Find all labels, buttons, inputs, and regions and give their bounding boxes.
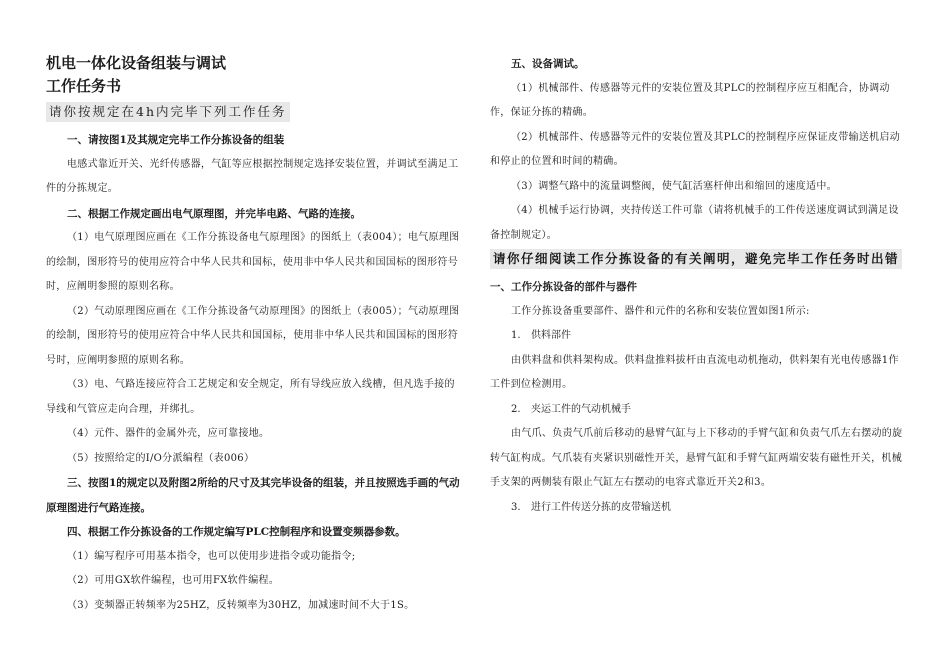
component-item: [490, 324, 904, 349]
paragraph: （4）元件、器件的金属外壳，应可靠接地。: [67, 428, 270, 439]
debug-section: [490, 52, 904, 248]
component-item: [490, 398, 904, 423]
paragraph: （2）可用GX软件编程，也可用FX软件编程。: [67, 575, 280, 586]
section-heading: 四、根据工作分拣设备的工作规定编写PLC控制程序和设置变频器参数。: [67, 526, 406, 538]
paragraph: （3）电、气路连接应符合工艺规定和安全规定，所有导线应放入线槽，但凡选手接的导线和气管应走向合理，并绑扎。: [46, 379, 455, 415]
paragraph: （2）气动原理图应画在《工作分拣设备气动原理图》的图纸上（表005）；气动原理图的绘制，图形符号的使用应符合中华人民共和国国标，使用非中华人民共和国国标的图形符号时，应阐明参照的原则名称。: [46, 305, 460, 366]
component-item: [490, 496, 904, 521]
component-list: [490, 324, 904, 520]
item-description: 由气爪、负责气爪前后移动的悬臂气缸与上下移动的手臂气缸和负责气爪左右摆动的旋转气缸构成。气爪装有夹紧识别磁性开关，悬臂气缸和手臂气缸两端安装有磁性开关，机械手支架的两侧装有限止气缸左右摆动的电容式靠近开关2和3。: [490, 428, 903, 488]
document-title: 机电一体化设备组装与调试: [46, 54, 227, 72]
item-title: 夹运工件的气动机械手: [531, 403, 631, 415]
components-section-heading: 一、工作分拣设备的部件与器件: [490, 281, 637, 293]
paragraph: （4）机械手运行协调，夹持传送工件可靠（请将机械手的工件传送速度调试到满足设备控制规定）。: [490, 205, 899, 241]
time-limit-banner: 请你按规定在4h内完毕下列工作任务: [46, 102, 290, 122]
section-heading: 一、请按图1及其规定完毕工作分拣设备的组装: [67, 134, 285, 146]
components-intro: 工作分拣设备重要部件、器件和元件的名称和安装位置如图1所示:: [511, 305, 810, 317]
paragraph: （3）变频器正转频率为25HZ，反转频率为30HZ，加减速时间不大于1S。: [67, 599, 415, 611]
item-number: 3.: [511, 501, 521, 513]
right-column: [490, 52, 904, 520]
paragraph: 电感式靠近开关、光纤传感器，气缸等应根据控制规定选择安装位置，并调试至满足工件的分拣规定。: [46, 158, 459, 194]
paragraph: （5）按照给定的I/O分派编程（表006）: [67, 452, 255, 464]
left-column: [46, 52, 462, 618]
task-list: [46, 128, 462, 618]
item-title: 进行工件传送分拣的皮带输送机: [531, 501, 671, 513]
paragraph: （1）电气原理图应画在《工作分拣设备电气原理图》的图纸上（表004）；电气原理图的绘制，图形符号的使用应符合中华人民共和国标，使用非中华人民共和国国标的图形符号时，应阐明参照的原则名称。: [46, 232, 460, 292]
item-number: 1.: [511, 330, 521, 341]
section-heading: 三、按图1的规定以及附图2所给的尺寸及其完毕设备的组装，并且按照选手画的气动原理图进行气路连接。: [46, 477, 460, 514]
item-number: 2.: [511, 403, 521, 415]
paragraph: （2）机械部件、传感器等元件的安装位置及其PLC的控制程序应保证皮带输送机启动和停止的位置和时间的精确。: [490, 131, 901, 167]
paragraph: （1）机械部件、传感器等元件的安装位置及其PLC的控制程序应互相配合，协调动作，保证分拣的精确。: [490, 82, 890, 118]
paragraph: （3）调整气路中的流量调整阀，使气缸活塞杆伸出和缩回的速度适中。: [511, 180, 837, 192]
section-heading: 二、根据工作规定画出电气原理图，并完毕电路、气路的连接。: [67, 207, 361, 220]
reading-notice-banner: 请你仔细阅读工作分拣设备的有关阐明，避免完毕工作任务时出错: [490, 249, 902, 269]
item-title: 供料部件: [531, 330, 571, 341]
document-subtitle: 工作任务书: [46, 77, 122, 95]
paragraph: （1）编写程序可用基本指令，也可以使用步进指令或功能指令;: [67, 550, 356, 562]
item-description: 由供料盘和供料架构成。供料盘推料拔杆由直流电动机拖动，供料架有光电传感器1作工件到位检测用。: [490, 354, 899, 390]
section-heading: 五、设备调试。: [511, 58, 585, 70]
